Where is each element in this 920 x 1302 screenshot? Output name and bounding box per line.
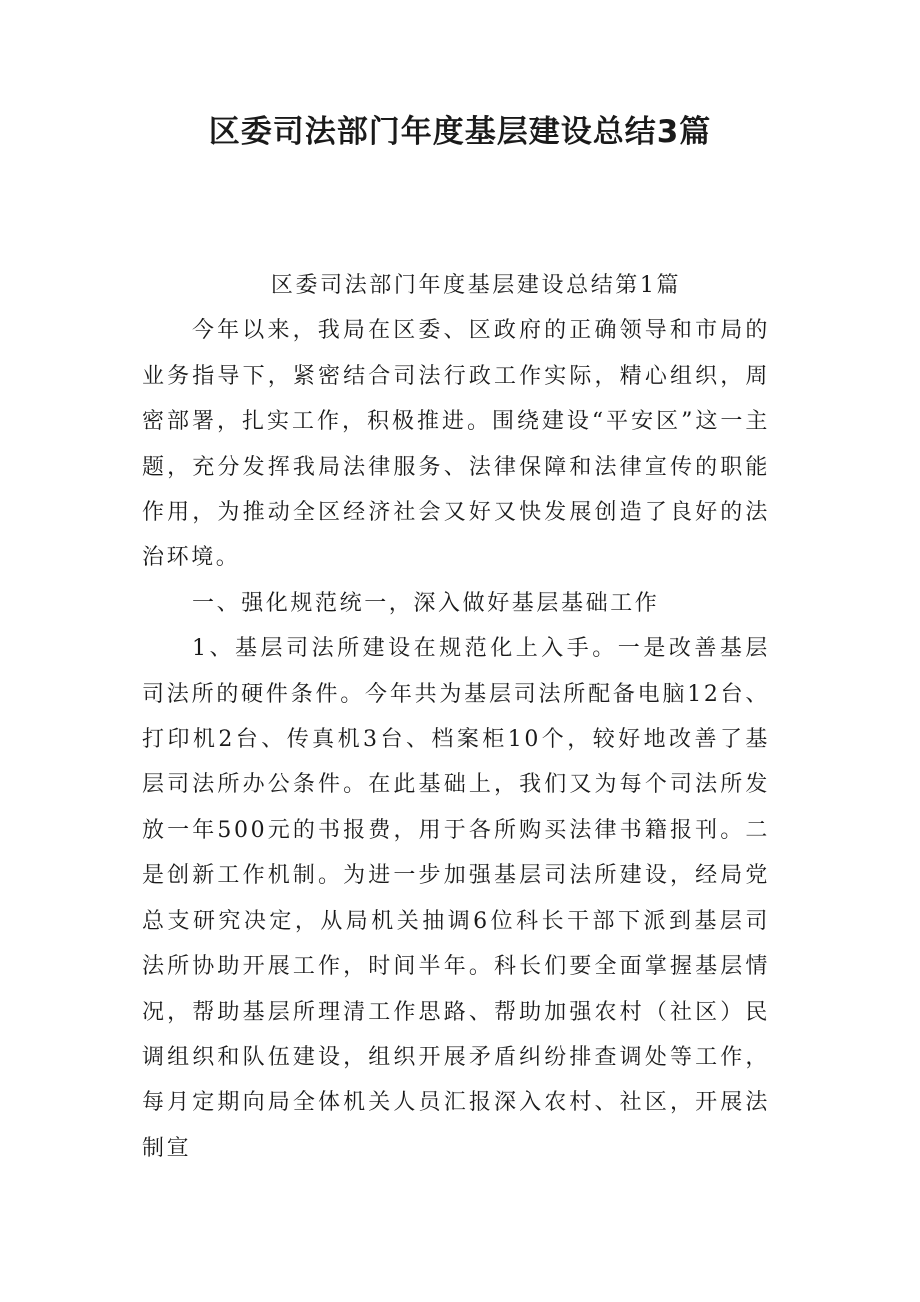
- document-body: [142, 263, 770, 1171]
- paragraph-intro: 今年以来，我局在区委、区政府的正确领导和市局的业务指导下，紧密结合司法行政工作实际，精心组织，周密部署，扎实工作，积极推进。围绕建设“平安区”这一主题，充分发挥我局法律服务、法律保障和法律宣传的职能作用，为推动全区经济社会又好又快发展创造了良好的法治环境。: [142, 318, 770, 571]
- document-title: 区委司法部门年度基层建设总结3篇: [208, 114, 712, 150]
- heading-part-one: 一、强化规范统一，深入做好基层基础工作: [192, 590, 660, 616]
- section-title: 区委司法部门年度基层建设总结第1篇: [270, 273, 682, 298]
- paragraph-item-one: 1、基层司法所建设在规范化上入手。一是改善基层司法所的硬件条件。今年共为基层司法所配备电脑12台、打印机2台、传真机3台、档案柜10个，较好地改善了基层司法所办公条件。在此基础上，我们又为每个司法所发放一年500元的书报费，用于各所购买法律书籍报刊。二是创新工作机制。为进一步加强基层司法所建设，经局党总支研究决定，从局机关抽调6位科长干部下派到基层司法所协助开展工作，时间半年。科长们要全面掌握基层情况，帮助基层所理清工作思路、帮助加强农村（社区）民调组织和队伍建设，组织开展矛盾纠纷排查调处等工作，每月定期向局全体机关人员汇报深入农村、社区，开展法制宣: [142, 636, 770, 1161]
